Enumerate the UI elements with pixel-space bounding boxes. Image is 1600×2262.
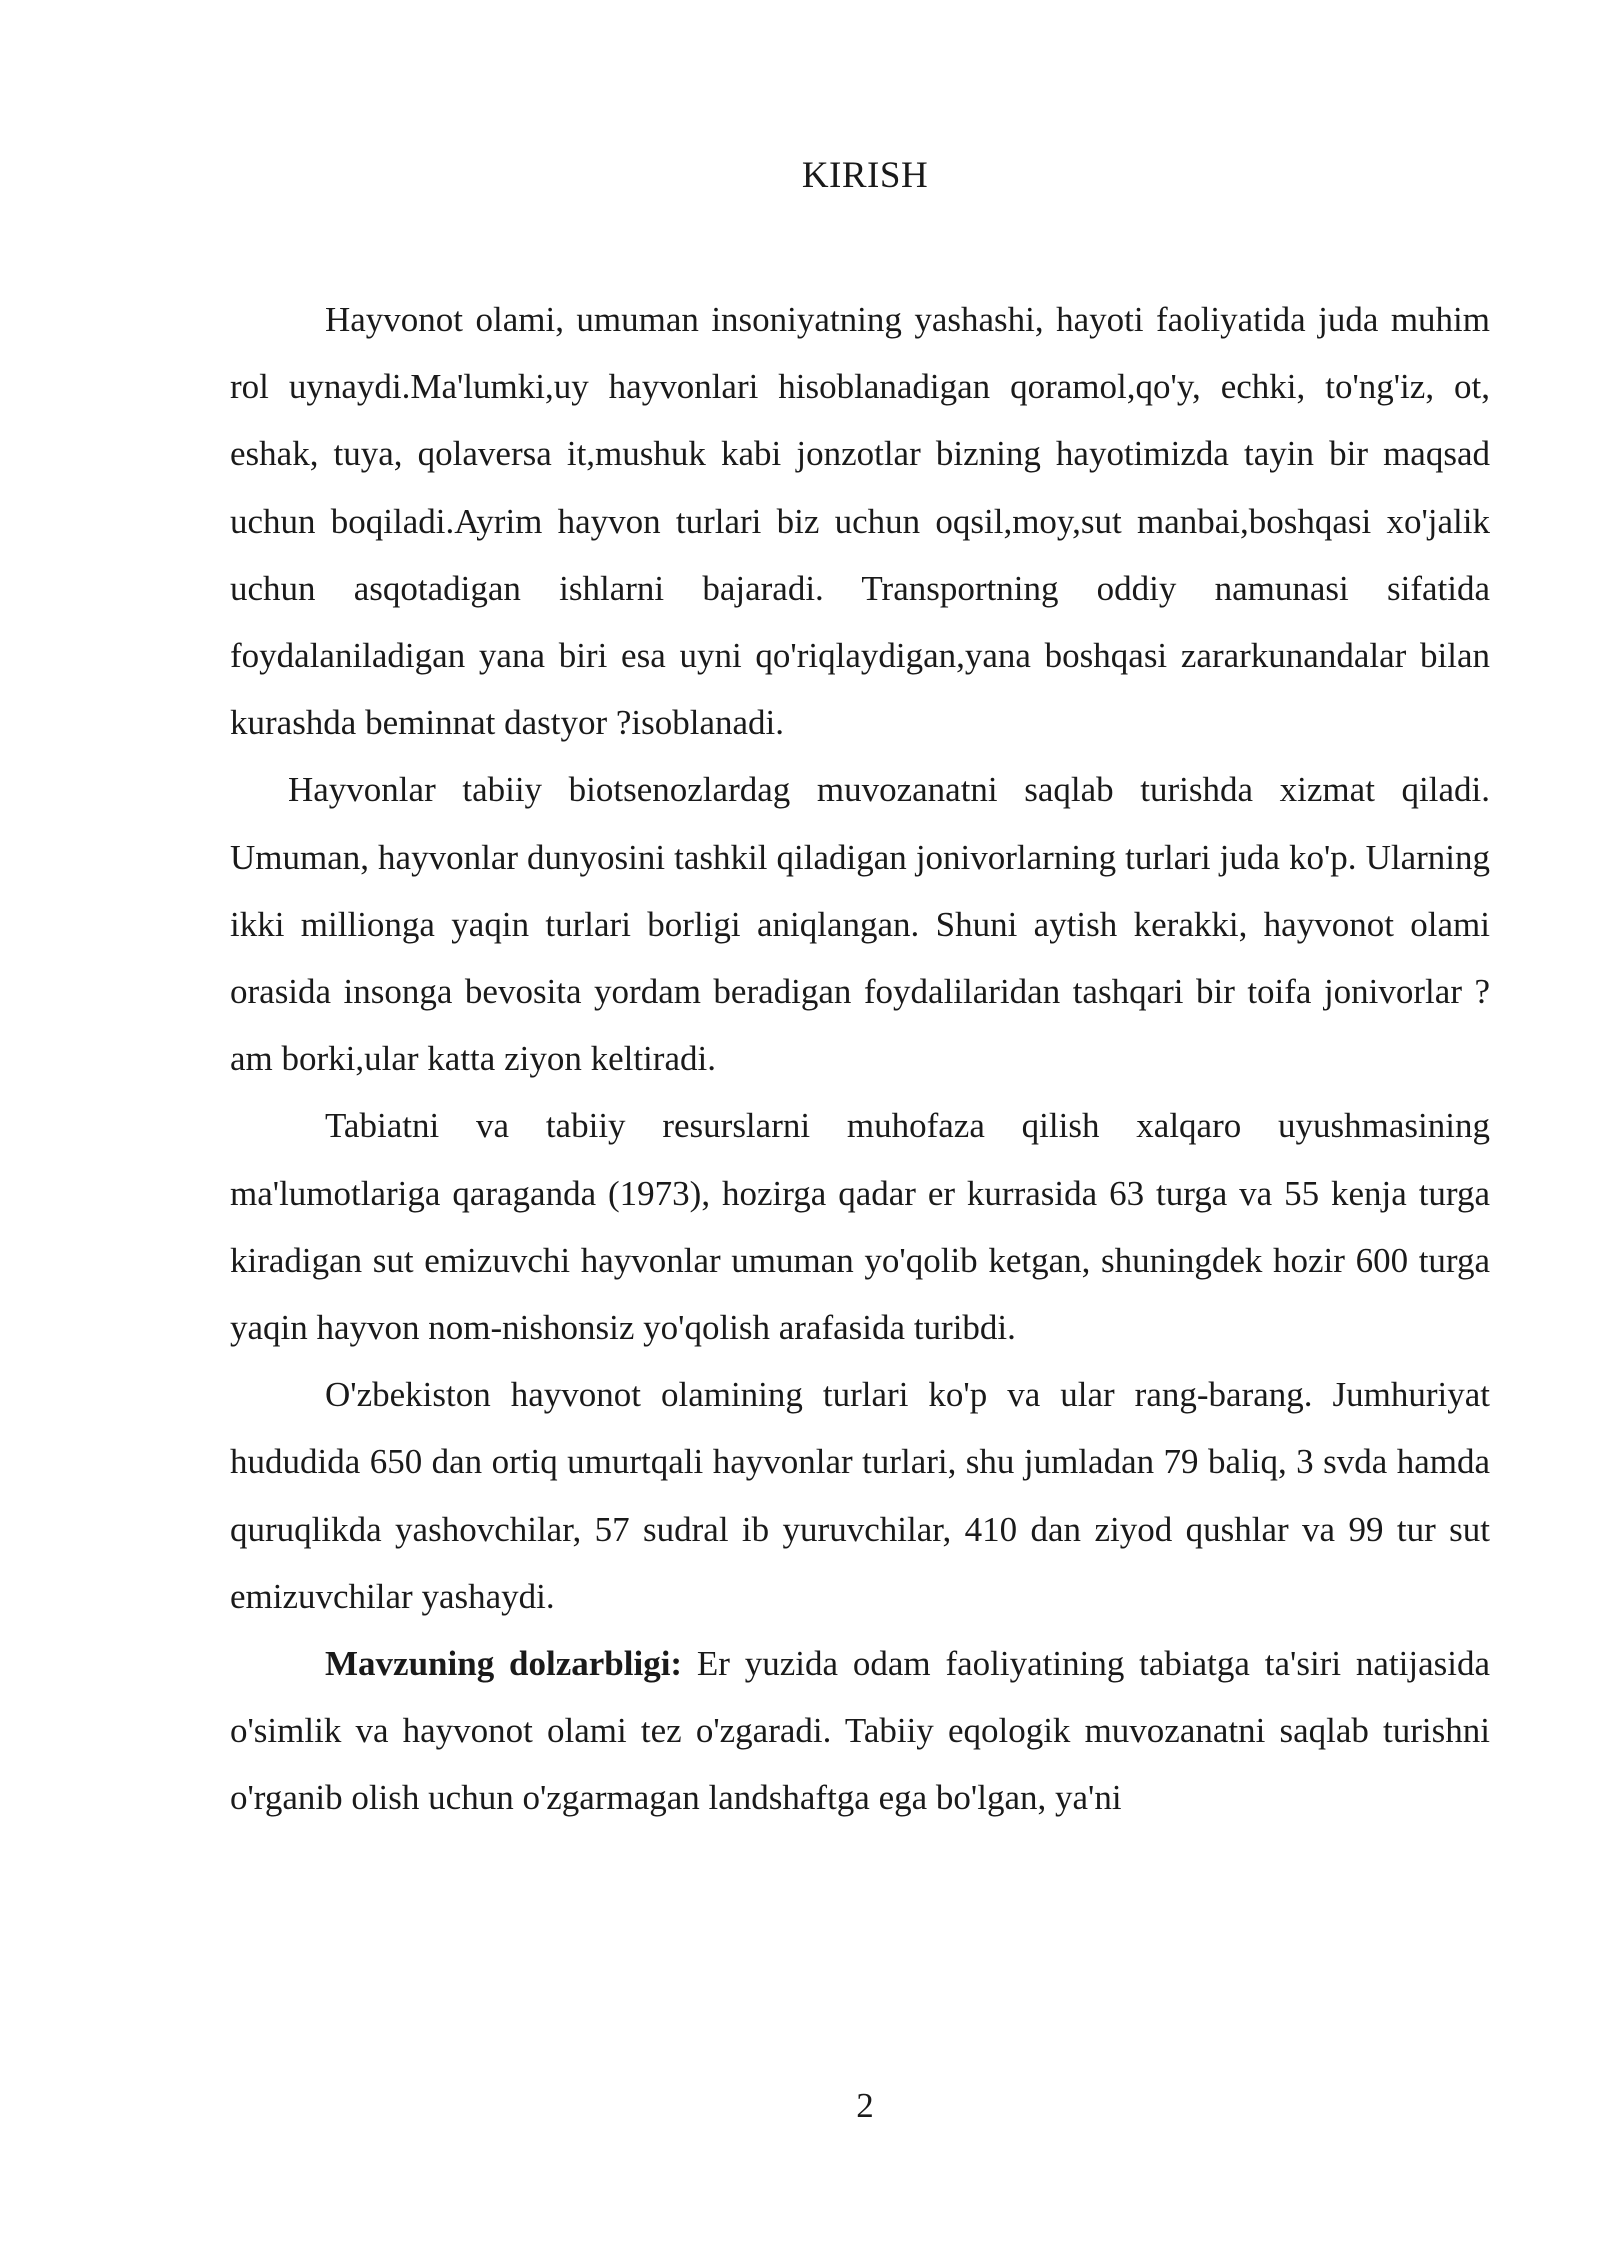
paragraph-4: O'zbekiston hayvonot olamining turlari ko'p va ular rang-barang. Jumhuriyat hududida 650 dan ortiq umurtqali hayvonlar turlari, shu jumladan 79 baliq, 3 svda hamda quruqlikda yashovchilar, 57 sudral ib yuruvchilar, 410 dan ziyod qushlar va 99 tur sut emizuvchilar yashaydi. xyxy=(230,1375,1490,1616)
paragraph-2: Hayvonlar tabiiy biotsenozlardag muvozanatni saqlab turishda xizmat qiladi. Umuman, hayvonlar dunyosini tashkil qiladigan jonivorlarning turlari juda ko'p. Ularning ikki millionga yaqin turlari borligi aniqlangan. Shuni aytish kerakki, hayvonot olami orasida insonga bevosita yordam beradigan foydalilaridan tashqari bir toifa jonivorlar ?am borki,ular katta ziyon keltiradi. xyxy=(230,770,1490,1079)
paragraph-3: Tabiatni va tabiiy resurslarni muhofaza qilish xalqaro uyushmasining ma'lumotlariga qaraganda (1973), hozirga qadar er kurrasida 63 turga va 55 kenja turga kiradigan sut emizuvchi hayvonlar umuman yo'qolib ketgan, shuningdek hozir 600 turga yaqin hayvon nom-nishonsiz yo'qolish arafasida turibdi. xyxy=(230,1106,1490,1348)
page-title: KIRISH xyxy=(801,155,929,196)
section-label: Mavzuning dolzarbligi: xyxy=(325,1644,683,1684)
paragraph-5 xyxy=(230,1630,1490,1832)
page-number: 2 xyxy=(856,2086,874,2125)
paragraph-5-text: Er yuzida odam faoliyatining tabiatga ta'siri natijasida o'simlik va hayvonot olami tez o'zgaradi. Tabiiy eqologik muvozanatni saqlab turishni o'rganib olish uchun o'zgarmagan landshaftga ega bo'lgan, ya'ni xyxy=(230,1644,1490,1818)
paragraph-1: Hayvonot olami, umuman insoniyatning yashashi, hayoti faoliyatida juda muhim rol uynaydi.Ma'lumki,uy hayvonlari hisoblanadigan qoramol,qo'y, echki, to'ng'iz, ot, eshak, tuya, qolaversa it,mushuk kabi jonzotlar bizning hayotimizda tayin bir maqsad uchun boqiladi.Ayrim hayvon turlari biz uchun oqsil,moy,sut manbai,boshqasi xo'jalik uchun asqotadigan ishlarni bajaradi. Transportning oddiy namunasi sifatida foydalaniladigan yana biri esa uyni qo'riqlaydigan,yana boshqasi zararkunandalar bilan kurashda beminnat dastyor ?isoblanadi. xyxy=(230,300,1490,743)
body-text xyxy=(230,286,1490,1832)
